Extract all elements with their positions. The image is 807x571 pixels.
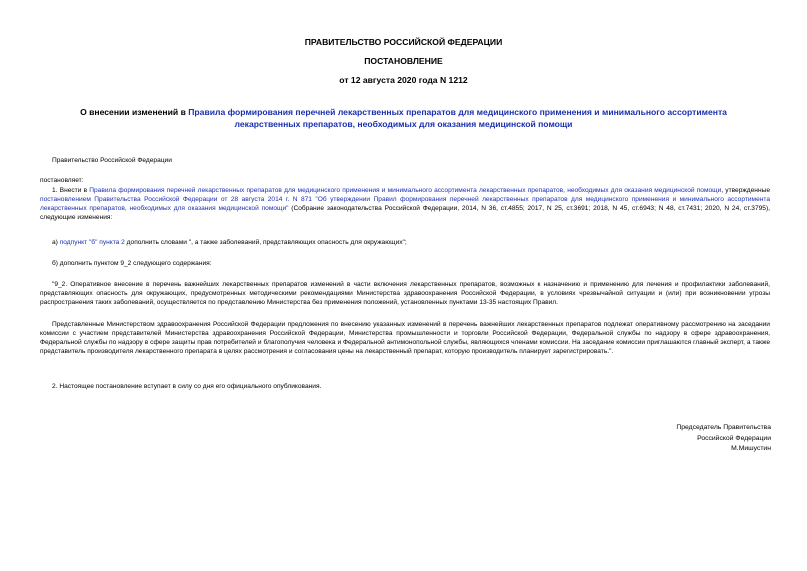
item-a-subpoint-link[interactable]: подпункт "б" пункта 2 bbox=[59, 239, 125, 246]
signature-name: М.Мишустин bbox=[731, 445, 771, 452]
item-1-prefix: 1. Внести в bbox=[52, 187, 90, 194]
quote-paragraph-1: "9_2. Оперативное внесение в перечень важнейших лекарственных препаратов изменений в части включения лекарственных препаратов, возможных к назначению и применению для лечения и профилактики заболеваний, представляющих опасность для окружающих, предусмотренных методическими рекомендациями Министерства здравоохранения Российской Федерации, в условиях чрезвычайной ситуации и (или) при возникновении угрозы распространения таких заболеваний, осуществляется по представлению Министерства без применения положений, установленных пунктами 13-35 настоящих Правил. bbox=[40, 281, 770, 306]
signature-organization: Российской Федерации bbox=[697, 434, 771, 442]
date-number-heading: от 12 августа 2020 года N 1212 bbox=[339, 75, 468, 85]
government-heading: ПРАВИТЕЛЬСТВО РОССИЙСКОЙ ФЕДЕРАЦИИ bbox=[304, 37, 503, 47]
government-name: Правительство Российской Федерации bbox=[52, 157, 172, 164]
resolves-text: постановляет: bbox=[40, 177, 84, 184]
item-2-paragraph: 2. Настоящее постановление вступает в силу со дня его официального опубликования. bbox=[52, 383, 322, 390]
item-b-paragraph: б) дополнить пунктом 9_2 следующего содержания: bbox=[52, 260, 212, 267]
item-1-rules-link[interactable]: Правила формирования перечней лекарственных препаратов для медицинского применения и минимального ассортимента лекарственных препаратов, необходимых для оказания медицинской помощи bbox=[89, 187, 722, 194]
document-title bbox=[60, 106, 747, 130]
title-prefix: О внесении изменений в bbox=[80, 107, 189, 117]
document-type-heading: ПОСТАНОВЛЕНИЕ bbox=[364, 56, 443, 66]
item-a-paragraph bbox=[40, 238, 770, 247]
item-1-paragraph bbox=[40, 186, 770, 222]
signature-block bbox=[676, 423, 771, 455]
signature-position: Председатель Правительства bbox=[676, 424, 771, 431]
item-a-prefix: а) bbox=[52, 239, 60, 246]
quote-paragraph-2: Представленные Министерством здравоохранения Российской Федерации предложения по внесению указанных изменений в перечень важнейших лекарственных препаратов подлежат оперативному рассмотрению на заседании комиссии с участием представителей Министерства здравоохранения Российской Федерации, Министерства промышленности и торговли Российской Федерации, Федеральной службы по надзору в сфере здравоохранения, Федеральной службы по надзору в сфере защиты прав потребителей и благополучия человека и Федеральной антимонопольной службы, являющихся членами комиссии. На заседание комиссии приглашаются главный эксперт, а также представитель производителя лекарственного препарата в целях рассмотрения и согласования цены на лекарственный препарат, которую производитель планирует зарегистрировать.". bbox=[40, 321, 770, 355]
title-rules-link[interactable]: Правила формирования перечней лекарственных препаратов для медицинского применения и минимального ассортимента лекарственных препаратов, необходимых для оказания медицинской помощи bbox=[188, 107, 727, 129]
item-a-suffix: дополнить словами ", а также заболеваний, представляющих опасность для окружающих"; bbox=[124, 239, 407, 246]
item-1-suffix: (Собрание законодательства Российской Федерации, 2014, N 36, ст.4855; 2017, N 25, ст.3691; 2018, N 45, ст.6943; N 48, ст.7431; 2020, N 24, ст.3795), следующие изменения: bbox=[40, 205, 770, 221]
item-1-resolution-link[interactable]: постановлением Правительства Российской Федерации от 28 августа 2014 г. N 871 "Об утверждении Правил формирования перечней лекарственных препаратов для медицинского применения и минимального ассортимента лекарственных препаратов, необходимых для оказания медицинской помощи" bbox=[40, 196, 770, 212]
item-1-mid: , утвержденные bbox=[721, 187, 770, 194]
